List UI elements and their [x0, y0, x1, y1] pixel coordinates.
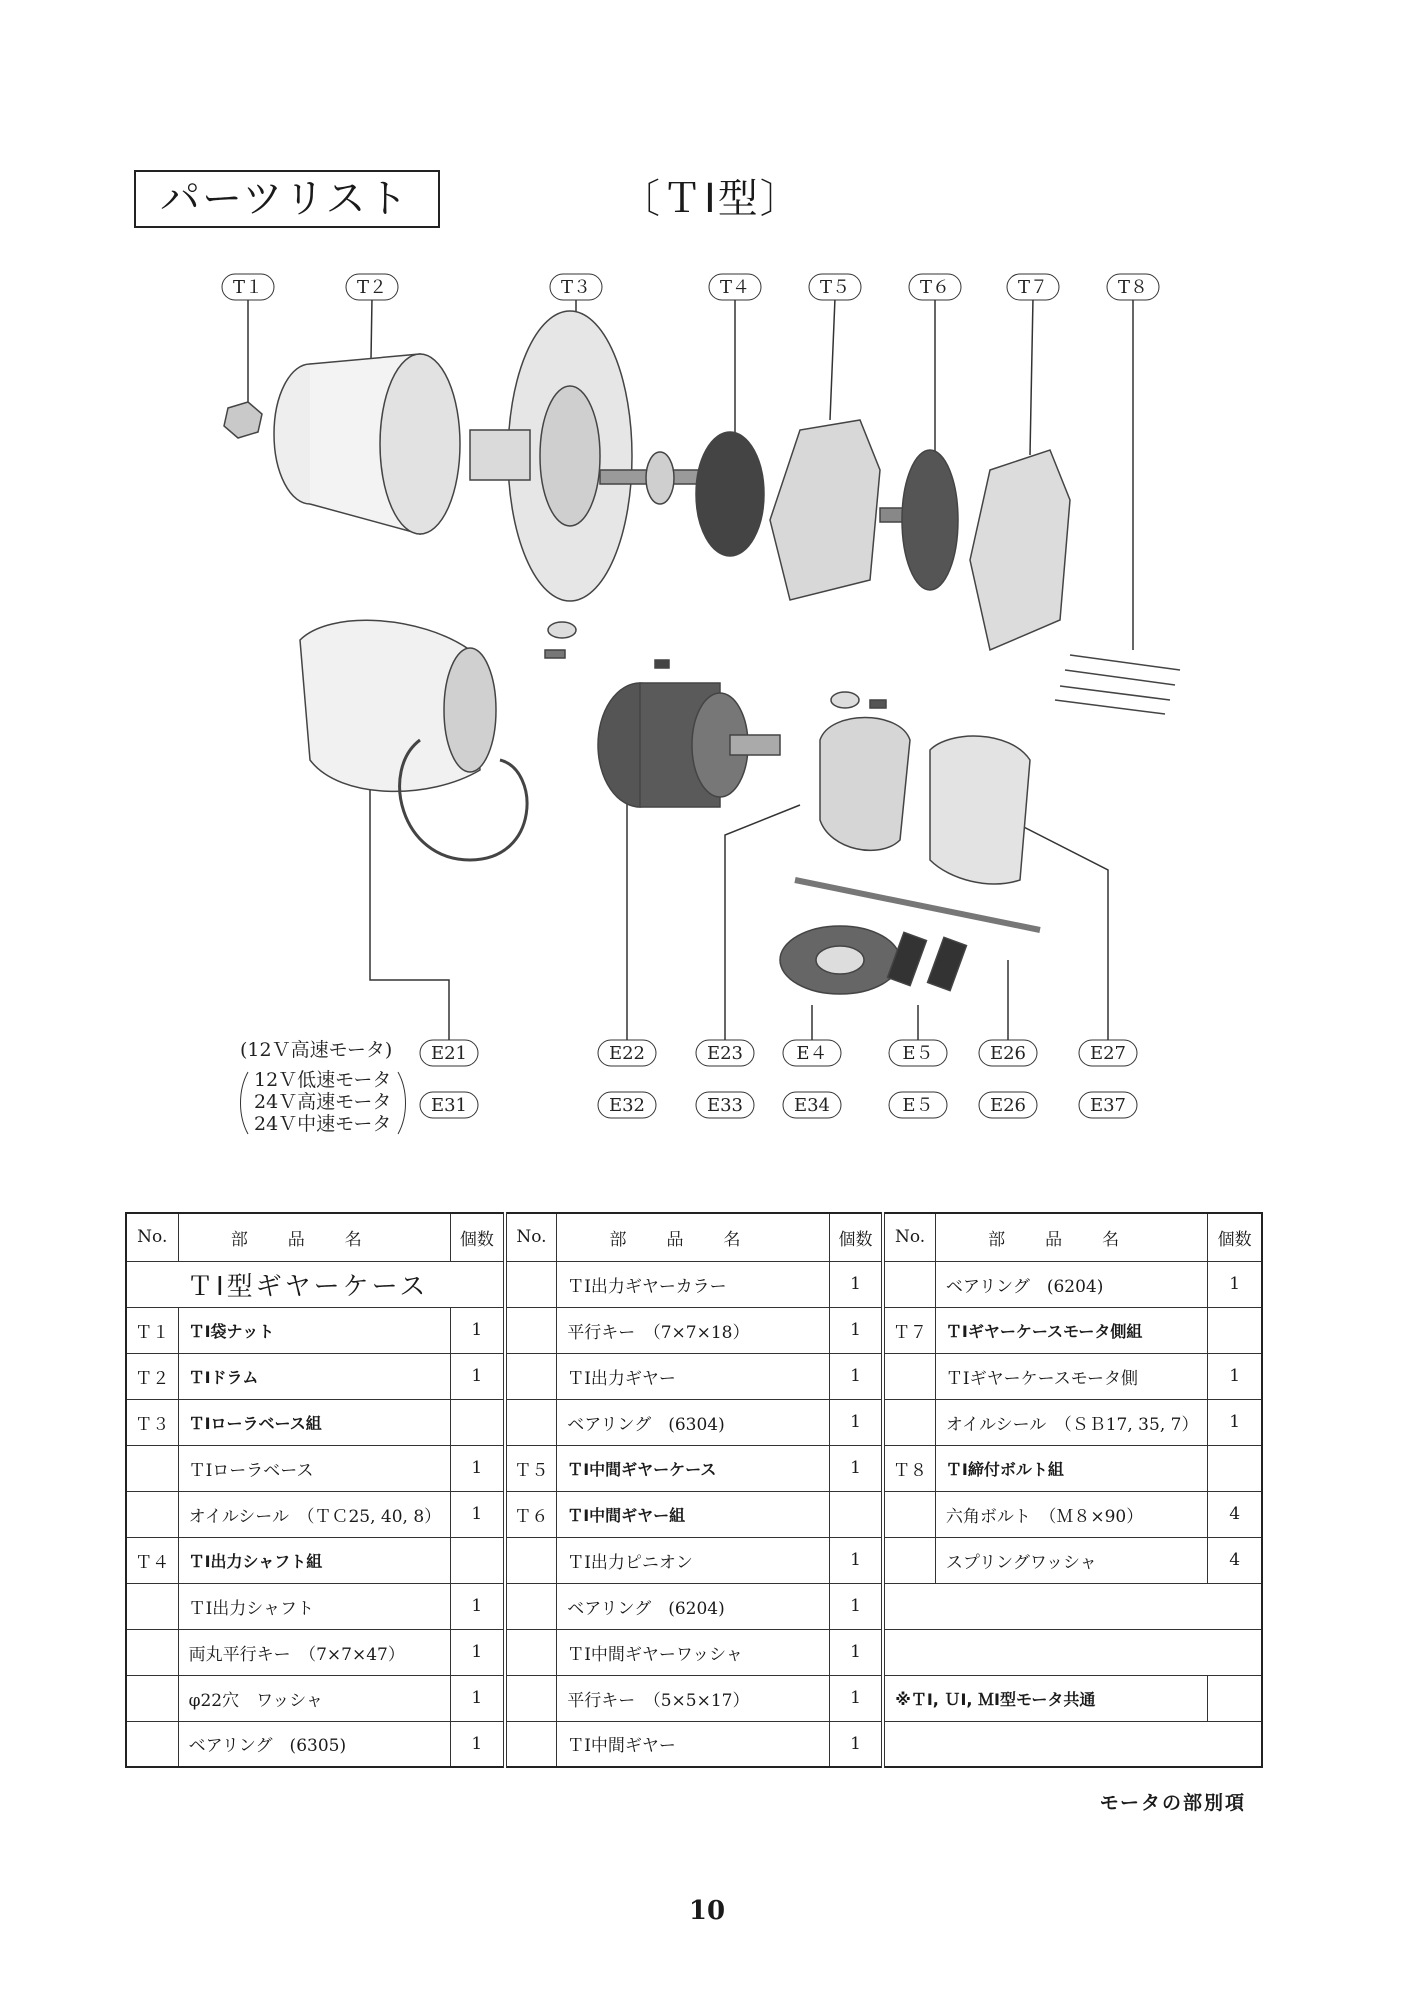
part-no: [505, 1675, 557, 1721]
part-no: [126, 1445, 178, 1491]
part-qty: 1: [451, 1721, 505, 1767]
part-name: ＴⅠ中間ギヤーケース: [557, 1445, 829, 1491]
bottom-callout-labels-row2: [420, 1092, 1137, 1118]
part-name: ＴⅠギヤーケースモータ側組: [935, 1307, 1207, 1353]
part-no: [126, 1491, 178, 1537]
label-e27: E27: [1089, 1043, 1127, 1064]
label-t5: [809, 274, 861, 300]
page-number: 10: [688, 1896, 726, 1926]
part-qty: 1: [1208, 1261, 1262, 1307]
header-qty: 個数: [829, 1213, 883, 1261]
part-no: Ｔ３: [126, 1399, 178, 1445]
part-qty: 1: [829, 1353, 883, 1399]
table-row: [126, 1445, 1262, 1491]
label-e33: E33: [706, 1095, 744, 1116]
part-name: ＴⅠ締付ボルト組: [935, 1445, 1207, 1491]
part-name: ＴⅠ袋ナット: [178, 1307, 450, 1353]
part-name: ＴⅠ中間ギヤー組: [557, 1491, 829, 1537]
label-e26b: E26: [989, 1095, 1027, 1116]
part-no: Ｔ６: [505, 1491, 557, 1537]
part-qty: 1: [829, 1583, 883, 1629]
part-name: ＴⅠ中間ギヤーワッシャ: [557, 1629, 829, 1675]
part-name: ベアリング (6304): [557, 1399, 829, 1445]
part-qty: 1: [451, 1629, 505, 1675]
part-no: Ｔ７: [883, 1307, 935, 1353]
label-e23: E23: [706, 1043, 744, 1064]
label-t6: [909, 274, 961, 300]
empty-qty: [1208, 1675, 1262, 1721]
label-t3: [550, 274, 602, 300]
part-qty: 4: [1208, 1537, 1262, 1583]
label-e22: E22: [608, 1043, 646, 1064]
part-no: [883, 1491, 935, 1537]
part-qty: 1: [829, 1307, 883, 1353]
table-row: [126, 1583, 1262, 1629]
label-e37: E37: [1089, 1095, 1127, 1116]
part-qty: 1: [1208, 1399, 1262, 1445]
variant-row2-line2: 24Ｖ高速モータ: [254, 1091, 392, 1113]
label-t2: [346, 274, 398, 300]
part-no: Ｔ２: [126, 1353, 178, 1399]
part-no: [505, 1629, 557, 1675]
part-name: オイルシール （ＳＢ17, 35, 7）: [935, 1399, 1207, 1445]
part-no: [505, 1583, 557, 1629]
part-no: [505, 1353, 557, 1399]
bottom-callout-labels-row1: [420, 1040, 1137, 1066]
part-name: ＴⅠ出力シャフト組: [178, 1537, 450, 1583]
part-name: ＴⅠドラム: [178, 1353, 450, 1399]
table-row: [126, 1307, 1262, 1353]
label-e34: E34: [793, 1095, 831, 1116]
part-no: [126, 1583, 178, 1629]
part-name: ベアリング (6204): [935, 1261, 1207, 1307]
part-name: ＴⅠ出力シャフト: [178, 1583, 450, 1629]
part-qty: [451, 1537, 505, 1583]
part-no: Ｔ１: [126, 1307, 178, 1353]
table-row: [126, 1399, 1262, 1445]
part-name: φ22穴 ワッシャ: [178, 1675, 450, 1721]
svg-text:T８: T８: [1117, 277, 1149, 298]
part-qty: 1: [829, 1675, 883, 1721]
label-t4: [709, 274, 761, 300]
label-e32: E32: [608, 1095, 646, 1116]
part-no: [126, 1629, 178, 1675]
label-e5: E５: [902, 1043, 934, 1064]
label-t1: [222, 274, 274, 300]
svg-text:T３: T３: [560, 277, 592, 298]
model-subtitle: 〔ＴⅠ型〕: [620, 176, 802, 222]
table-row: [126, 1353, 1262, 1399]
part-no: [505, 1721, 557, 1767]
part-name: ベアリング (6305): [178, 1721, 450, 1767]
part-qty: 1: [829, 1721, 883, 1767]
label-e26: E26: [989, 1043, 1027, 1064]
label-e5b: E５: [902, 1095, 934, 1116]
part-no: [505, 1261, 557, 1307]
label-e4: E４: [796, 1043, 828, 1064]
top-callout-labels: [222, 274, 1159, 300]
part-qty: 1: [451, 1491, 505, 1537]
empty-cell: [883, 1629, 1262, 1675]
part-qty: 1: [829, 1537, 883, 1583]
part-qty: 1: [1208, 1353, 1262, 1399]
table-row: [126, 1261, 1262, 1307]
part-qty: 1: [829, 1629, 883, 1675]
part-no: [883, 1399, 935, 1445]
table-row: [126, 1721, 1262, 1767]
part-no: [126, 1721, 178, 1767]
part-no: [505, 1307, 557, 1353]
header-qty: 個数: [1208, 1213, 1262, 1261]
header-no: No.: [883, 1213, 935, 1261]
part-no: Ｔ８: [883, 1445, 935, 1491]
part-name: 平行キー （5×5×17）: [557, 1675, 829, 1721]
part-no: [883, 1537, 935, 1583]
variant-row1-text: (12Ｖ高速モータ): [240, 1039, 393, 1061]
table-row: [126, 1537, 1262, 1583]
table-row: [126, 1675, 1262, 1721]
svg-text:T１: T１: [232, 277, 264, 298]
part-qty: 1: [829, 1399, 883, 1445]
header-name: 部品名: [178, 1213, 450, 1261]
svg-text:T７: T７: [1017, 277, 1049, 298]
part-name: ベアリング (6204): [557, 1583, 829, 1629]
part-name: ＴⅠ出力ピニオン: [557, 1537, 829, 1583]
header-qty: 個数: [451, 1213, 505, 1261]
svg-text:T５: T５: [819, 277, 851, 298]
part-name: スプリングワッシャ: [935, 1537, 1207, 1583]
part-no: [505, 1537, 557, 1583]
part-no: [883, 1353, 935, 1399]
table-header-row: [126, 1213, 1262, 1261]
part-qty: 1: [451, 1675, 505, 1721]
common-note: ※ＴⅠ, ＵⅠ, ＭⅠ型モータ共通: [883, 1675, 1208, 1721]
table-row: [126, 1629, 1262, 1675]
part-qty: 1: [451, 1353, 505, 1399]
part-name: ＴⅠローラベース: [178, 1445, 450, 1491]
part-qty: 1: [829, 1445, 883, 1491]
variant-row2-line3: 24Ｖ中速モータ: [254, 1113, 392, 1135]
part-no: [126, 1675, 178, 1721]
page-title: パーツリスト: [134, 170, 440, 228]
footnote: モータの部別項: [1099, 1792, 1246, 1814]
header-no: No.: [126, 1213, 178, 1261]
header-no: No.: [505, 1213, 557, 1261]
part-no: [505, 1399, 557, 1445]
label-e31: E31: [430, 1095, 468, 1116]
empty-cell: [883, 1583, 1262, 1629]
part-no: Ｔ５: [505, 1445, 557, 1491]
part-name: ＴⅠ出力ギヤーカラー: [557, 1261, 829, 1307]
parts-table: [125, 1212, 1263, 1768]
part-name: 六角ボルト （Ｍ８×90）: [935, 1491, 1207, 1537]
part-qty: 1: [451, 1583, 505, 1629]
part-qty: 1: [829, 1261, 883, 1307]
part-no: Ｔ４: [126, 1537, 178, 1583]
part-qty: 4: [1208, 1491, 1262, 1537]
label-t8: [1107, 274, 1159, 300]
label-t7: [1007, 274, 1059, 300]
part-name: 両丸平行キー （7×7×47）: [178, 1629, 450, 1675]
part-qty: [1208, 1445, 1262, 1491]
part-name: オイルシール （ＴＣ25, 40, 8）: [178, 1491, 450, 1537]
header-name: 部品名: [935, 1213, 1207, 1261]
part-name: ＴⅠギヤーケースモータ側: [935, 1353, 1207, 1399]
part-qty: 1: [451, 1307, 505, 1353]
header-name: 部品名: [557, 1213, 829, 1261]
part-qty: 1: [451, 1445, 505, 1491]
svg-text:T６: T６: [919, 277, 951, 298]
svg-text:T４: T４: [719, 277, 751, 298]
part-name: ＴⅠローラベース組: [178, 1399, 450, 1445]
part-qty: [1208, 1307, 1262, 1353]
part-name: ＴⅠ出力ギヤー: [557, 1353, 829, 1399]
part-qty: [829, 1491, 883, 1537]
part-qty: [451, 1399, 505, 1445]
part-name: ＴⅠ中間ギヤー: [557, 1721, 829, 1767]
table-row: [126, 1491, 1262, 1537]
svg-text:T２: T２: [356, 277, 388, 298]
group-title: ＴⅠ型ギヤーケース: [126, 1261, 505, 1307]
empty-cell: [883, 1721, 1262, 1767]
part-name: 平行キー （7×7×18）: [557, 1307, 829, 1353]
variant-row2-line1: 12Ｖ低速モータ: [254, 1069, 392, 1091]
label-e21: E21: [430, 1043, 468, 1064]
part-no: [883, 1261, 935, 1307]
